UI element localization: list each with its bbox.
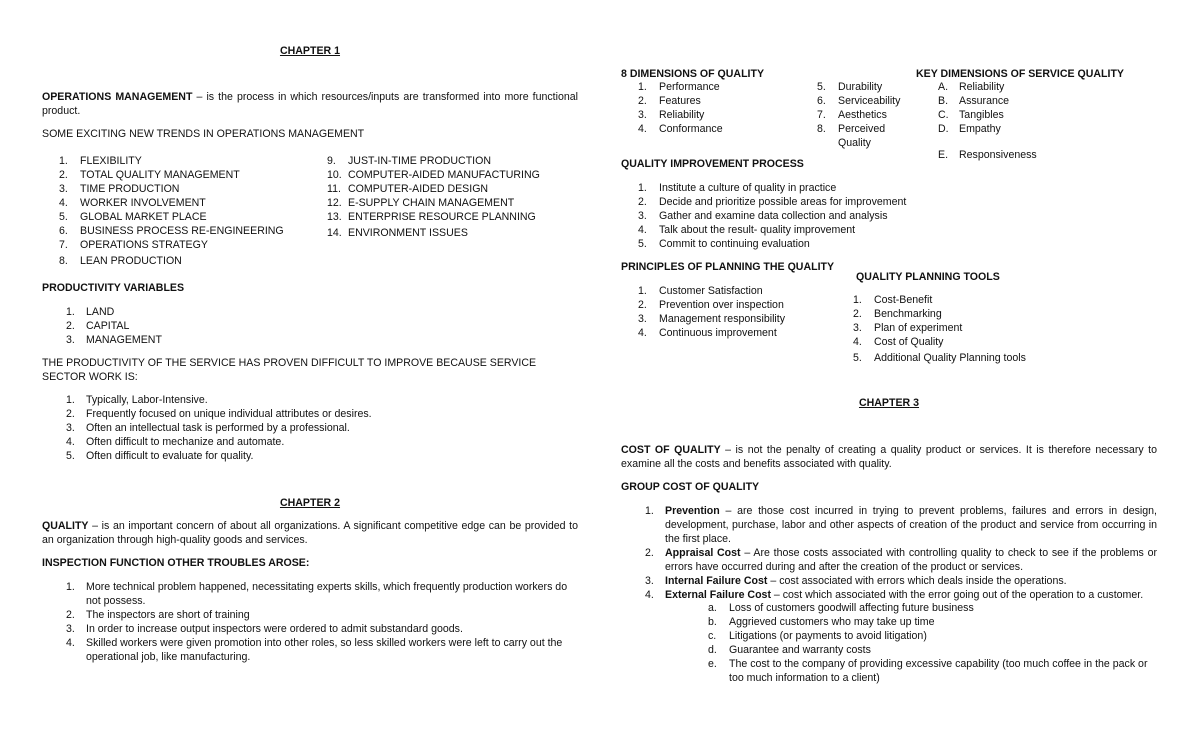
list-item [621,298,861,312]
list-item [42,305,542,319]
list-item-number: 10. [327,169,342,181]
list-item [836,307,1136,321]
list-item [42,608,578,622]
list-item [800,122,910,150]
list-item-text: Aggrieved customers who may take up time [729,616,935,628]
list-item-number: 2. [66,320,75,332]
list-item-text: Decide and prioritize possible areas for improvement [659,196,907,208]
list-item-text: Tangibles [959,109,1004,121]
list-item-number: 3. [638,109,647,121]
list-item-number: 1. [66,306,75,318]
list-item [621,181,1161,195]
list-item-number: 3. [853,322,862,334]
list-item-number: 7. [59,239,68,251]
list-item-text: In order to increase output inspectors were ordered to admit substandard goods. [86,623,463,635]
inspection-list [42,580,578,664]
operations-management-definition [42,90,578,118]
list-item-number: 1. [638,81,647,93]
list-item-number: 1. [638,285,647,297]
planning-tools-heading: QUALITY PLANNING TOOLS [856,271,1000,283]
list-item [621,122,811,136]
list-item-text: ENVIRONMENT ISSUES [348,227,468,239]
productivity-heading: PRODUCTIVITY VARIABLES [42,282,185,294]
list-item-text: Skilled workers were given promotion into other roles, so less skilled workers were left to carry out the operational job, like manufacturing. [86,637,563,663]
list-item [921,148,1121,162]
list-item [42,154,322,168]
list-item [42,319,542,333]
list-item [621,312,861,326]
list-item-text: BUSINESS PROCESS RE-ENGINEERING [80,225,284,237]
list-item [621,657,1157,685]
list-item-number: 4. [638,224,647,236]
list-item [836,293,1136,307]
list-item [42,421,578,435]
list-item-text: E-SUPPLY CHAIN MANAGEMENT [348,197,515,209]
operations-management-text: – is the process in which resources/inputs are transformed into more functional product. [42,91,579,117]
list-item [621,629,1157,643]
list-item-number: 3. [66,623,75,635]
list-item-number: 7. [817,109,826,121]
list-item-text: More technical problem happened, necessitating experts skills, which frequently production workers do not possess. [86,581,568,607]
list-item [310,182,590,196]
list-item-number: 3. [645,575,654,587]
list-item-number: 5. [66,450,75,462]
list-item-number: a. [708,602,717,614]
list-item-number: 3. [66,334,75,346]
list-item-text: Commit to continuing evaluation [659,238,810,250]
list-item-text: Institute a culture of quality in practice [659,182,837,194]
list-item [621,284,861,298]
list-item-number: B. [938,95,949,107]
cost-of-quality-definition [621,443,1157,471]
list-item-text: Cost-Benefit [874,294,933,306]
principles-list [621,284,861,340]
trends-list-col1 [42,154,322,268]
list-item-text: Responsiveness [959,149,1037,161]
list-item-text: Benchmarking [874,308,942,320]
external-failure-sub-list [621,601,1157,685]
list-item [621,209,1161,223]
list-item-number: 1. [66,394,75,406]
list-item-number: 1. [66,581,75,593]
list-item-term: Prevention [665,505,720,517]
dimensions-list-col2 [800,80,910,150]
list-item-text: – Are those costs associated with controlling quality to check to see if the problems or errors have occurred during and after the creation of the product or services. [665,547,1157,573]
productivity-list [42,305,542,347]
list-item-text: TOTAL QUALITY MANAGEMENT [80,169,240,181]
list-item-number: 6. [59,225,68,237]
list-item-text: Serviceability [838,95,901,107]
list-item [621,94,811,108]
list-item-text: Empathy [959,123,1001,135]
list-item-text: Continuous improvement [659,327,777,339]
list-item-number: c. [708,630,717,642]
list-item [836,321,1136,335]
list-item-text: TIME PRODUCTION [80,183,180,195]
list-item-number: 11. [327,183,341,195]
planning-tools-list [836,293,1136,365]
list-item-number: 13. [327,211,342,223]
list-item-number: 6. [817,95,826,107]
list-item [621,326,861,340]
list-item-text: Management responsibility [659,313,786,325]
chapter-2-heading: CHAPTER 2 [279,497,341,509]
list-item-text: – cost which associated with the error going out of the operation to a customer. [770,589,1144,601]
list-item-text: Litigations (or payments to avoid litigation) [729,630,927,642]
list-item-number: 4. [66,637,75,649]
list-item [621,615,1157,629]
list-item [42,224,322,238]
improvement-list [621,181,1161,251]
list-item-number: 4. [645,589,654,601]
list-item [310,210,590,224]
dimensions-list-col1 [621,80,811,136]
list-item-number: 2. [66,609,75,621]
list-item-number: d. [708,644,717,656]
list-item [836,351,1136,365]
list-item-number: 8. [817,123,826,135]
list-item-text: Perceived Quality [838,123,886,149]
list-item-number: 2. [853,308,862,320]
list-item-text: JUST-IN-TIME PRODUCTION [348,155,492,167]
list-item-number: b. [708,616,717,628]
list-item-text: COMPUTER-AIDED DESIGN [348,183,489,195]
list-item-text: Often difficult to evaluate for quality. [86,450,254,462]
list-item-text: Guarantee and warranty costs [729,644,871,656]
list-item-term: External Failure Cost [665,589,771,601]
list-item-text: Often an intellectual task is performed by a professional. [86,422,350,434]
list-item [42,254,322,268]
list-item-number: 4. [853,336,862,348]
list-item-number: 2. [645,547,654,559]
list-item [42,210,322,224]
list-item-text: ENTERPRISE RESOURCE PLANNING [348,211,536,223]
list-item-text: Often difficult to mechanize and automate. [86,436,285,448]
list-item-text: FLEXIBILITY [80,155,142,167]
key-dimensions-list [921,80,1121,162]
list-item-number: 3. [638,210,647,222]
list-item-number: 3. [638,313,647,325]
operations-management-term: OPERATIONS MANAGEMENT [42,91,193,103]
list-item-term: Internal Failure Cost [665,575,768,587]
list-item-text: Cost of Quality [874,336,944,348]
list-item [42,393,578,407]
list-item [800,80,910,94]
list-item-number: 5. [638,238,647,250]
list-item-text: Plan of experiment [874,322,963,334]
list-item [42,580,578,608]
list-item-text: Typically, Labor-Intensive. [86,394,208,406]
list-item-text: Performance [659,81,720,93]
list-item-text: Loss of customers goodwill affecting future business [729,602,974,614]
list-item-text: – are those cost incurred in trying to prevent problems, failures and errors in design, development, purchase, labor and other aspects of creation of the product and service from occurring in the first place. [665,505,1157,545]
list-item-text: LEAN PRODUCTION [80,255,182,267]
list-item-number: 5. [853,352,862,364]
improvement-heading: QUALITY IMPROVEMENT PROCESS [621,158,804,170]
list-item-text: LAND [86,306,115,318]
list-item-number: 1. [645,505,654,517]
principles-heading: PRINCIPLES OF PLANNING THE QUALITY [621,261,835,273]
list-item-text: Additional Quality Planning tools [874,352,1026,364]
list-item [800,108,910,122]
list-item-number: 4. [59,197,68,209]
list-item-text: COMPUTER-AIDED MANUFACTURING [348,169,540,181]
list-item-text: OPERATIONS STRATEGY [80,239,208,251]
list-item [921,108,1121,122]
list-item-text: Aesthetics [838,109,887,121]
chapter-3-heading: CHAPTER 3 [858,397,920,409]
list-item-number: E. [938,149,949,161]
list-item-text: – cost associated with errors which deals inside the operations. [767,575,1067,587]
list-item-number: D. [938,123,949,135]
list-item-number: 14. [327,227,342,239]
group-cost-list [621,504,1157,602]
list-item-text: Customer Satisfaction [659,285,763,297]
list-item-text: The cost to the company of providing excessive capability (too much coffee in the pack or too much information to a client) [729,658,1148,684]
quality-text: – is an important concern of about all organizations. A significant competitive edge can be provided to an organization through high-quality goods and services. [42,520,578,546]
list-item-number: 5. [59,211,68,223]
list-item-text: Durability [838,81,883,93]
list-item-text: Frequently focused on unique individual attributes or desires. [86,408,372,420]
service-list [42,393,578,463]
list-item-text: Assurance [959,95,1010,107]
list-item [42,333,542,347]
list-item-number: 9. [327,155,336,167]
list-item-text: GLOBAL MARKET PLACE [80,211,207,223]
list-item-text: WORKER INVOLVEMENT [80,197,206,209]
list-item-text: MANAGEMENT [86,334,162,346]
inspection-heading: INSPECTION FUNCTION OTHER TROUBLES AROSE: [42,557,310,569]
list-item-text: Talk about the result- quality improvement [659,224,856,236]
list-item-text: Gather and examine data collection and analysis [659,210,888,222]
list-item-text: Reliability [959,81,1005,93]
trends-list-col2 [310,154,590,240]
list-item-term: Appraisal Cost [665,547,741,559]
list-item [42,435,578,449]
list-item-number: 1. [59,155,68,167]
cost-of-quality-text: – is not the penalty of creating a quality product or services. It is therefore necessary to examine all the costs and benefits associated with quality. [621,444,1157,470]
list-item [621,223,1161,237]
list-item-number: 2. [638,95,647,107]
list-item-text: Prevention over inspection [659,299,784,311]
list-item [621,546,1157,574]
service-heading: THE PRODUCTIVITY OF THE SERVICE HAS PROVEN DIFFICULT TO IMPROVE BECAUSE SERVICE SECTOR WORK IS: [42,357,537,383]
list-item-number: 2. [66,408,75,420]
list-item-text: Reliability [659,109,705,121]
list-item-number: 4. [638,123,647,135]
list-item [310,226,590,240]
list-item [621,80,811,94]
list-item [310,154,590,168]
list-item [800,94,910,108]
cost-of-quality-term: COST OF QUALITY [621,444,721,456]
list-item-text: CAPITAL [86,320,130,332]
list-item-number: e. [708,658,717,670]
list-item [921,122,1121,136]
list-item [621,601,1157,615]
list-item-number: 2. [638,299,647,311]
list-item [621,574,1157,588]
trends-heading: SOME EXCITING NEW TRENDS IN OPERATIONS MANAGEMENT [42,128,365,140]
quality-definition [42,519,578,547]
list-item [42,622,578,636]
list-item-number: 3. [66,422,75,434]
list-item-number: 8. [59,255,68,267]
key-dimensions-heading: KEY DIMENSIONS OF SERVICE QUALITY [916,68,1124,80]
list-item [921,80,1121,94]
list-item [42,168,322,182]
list-item [310,196,590,210]
list-item-text: Conformance [659,123,723,135]
list-item-number: A. [938,81,949,93]
list-item [42,636,578,664]
list-item [621,588,1157,602]
list-item [42,407,578,421]
list-item [42,182,322,196]
list-item-number: 2. [638,196,647,208]
list-item [621,195,1161,209]
chapter-1-heading: CHAPTER 1 [279,45,341,57]
list-item-number: 1. [638,182,647,194]
list-item-number: 4. [638,327,647,339]
list-item-number: C. [938,109,949,121]
list-item [42,196,322,210]
quality-term: QUALITY [42,520,89,532]
list-item [621,108,811,122]
list-item-number: 1. [853,294,862,306]
list-item-number: 2. [59,169,68,181]
group-cost-heading: GROUP COST OF QUALITY [621,481,760,493]
list-item [310,168,590,182]
list-item-text: Features [659,95,701,107]
dimensions-heading: 8 DIMENSIONS OF QUALITY [621,68,765,80]
list-item-number: 3. [59,183,68,195]
list-item [621,237,1161,251]
list-item-number: 5. [817,81,826,93]
list-item-number: 4. [66,436,75,448]
list-item [42,449,578,463]
list-item [621,504,1157,546]
list-item [921,94,1121,108]
list-item [42,238,322,252]
list-item-text: The inspectors are short of training [86,609,250,621]
list-item [836,335,1136,349]
list-item [621,643,1157,657]
list-item-number: 12. [327,197,342,209]
